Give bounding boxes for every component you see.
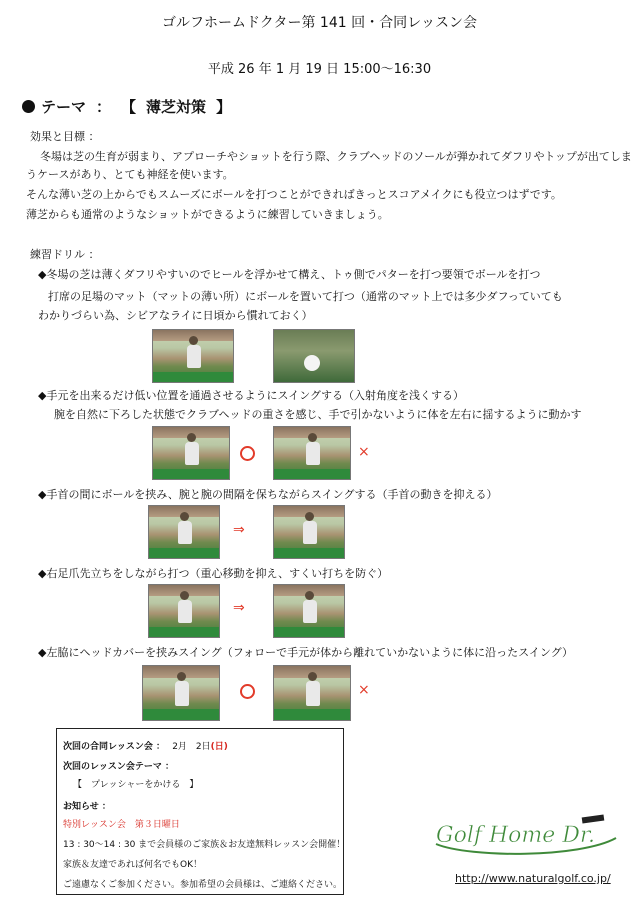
- drill-photo: [148, 505, 220, 559]
- drills-heading: 練習ドリル ：: [30, 248, 100, 261]
- drill-photo: [273, 584, 345, 638]
- special-lesson: 特別レッスン会 第３日曜日: [63, 820, 180, 830]
- website-link[interactable]: http://www.naturalgolf.co.jp/: [455, 872, 611, 885]
- drill-photo: [152, 329, 234, 383]
- correct-circle-icon: [240, 446, 255, 461]
- drill-photo: [152, 426, 230, 480]
- arrow-right-icon: ⇒: [233, 600, 245, 616]
- effects-heading: 効果と目標 ：: [30, 130, 100, 143]
- wrong-x-icon: ×: [358, 444, 370, 460]
- drill-photo: [142, 665, 220, 721]
- notice-line: 家族＆友達であれば何名でもOK！: [63, 860, 202, 870]
- drill-photo: [148, 584, 220, 638]
- theme-open-bracket: 【: [121, 98, 137, 116]
- theme-label: テーマ: [41, 98, 87, 116]
- effects-line: 薄芝からも通常のようなショットができるように練習していきましょう。: [26, 208, 389, 221]
- theme-close-bracket: 】: [216, 98, 232, 116]
- drill-description: わかりづらい為、シビアなライに日頃から慣れておく）: [38, 309, 313, 322]
- golf-home-logo: [430, 814, 620, 858]
- next-lesson-day: (日): [210, 742, 228, 752]
- next-lesson-row: [63, 739, 228, 752]
- effects-line: うケースがあり、とても神経を使います。: [26, 168, 234, 181]
- notice-box: [56, 728, 344, 895]
- drill-title: ◆手元を出来るだけ低い位置を通過させるようにスイングする（入射角度を浅くする）: [38, 389, 465, 402]
- drill-photo: [273, 329, 355, 383]
- logo-text: Golf Home Dr.: [436, 823, 596, 848]
- drill-title: ◆手首の間にボールを挟み、腕と腕の間隔を保ちながらスイングする（手首の動きを抑える）: [38, 488, 498, 501]
- effects-line: そんな薄い芝の上からでもスムーズにボールを打つことができればきっとスコアメイクにも役立つはずです。: [26, 188, 562, 201]
- drill-photo: [273, 505, 345, 559]
- notice-line: ご遠慮なくご参加ください。参加希望の会員様は、ご連絡ください。: [63, 880, 343, 890]
- drill-title: ◆右足爪先立ちをしながら打つ（重心移動を抑え、すくい打ちを防ぐ）: [38, 567, 389, 580]
- drill-title: ◆冬場の芝は薄くダフリやすいのでヒールを浮かせて構え、トゥ側でパターを打つ要領でボールを打つ: [38, 268, 541, 281]
- next-lesson-date: 2月 2日: [172, 742, 211, 752]
- theme-heading: [22, 96, 231, 117]
- arrow-right-icon: ⇒: [233, 522, 245, 538]
- bullet-icon: [22, 100, 35, 113]
- drill-photo: [273, 426, 351, 480]
- event-date: 平成 26 年 1 月 19 日 15:00～16:30: [207, 62, 432, 77]
- notice-line: 13 : 30～14 : 30 まで会員様のご家族＆お友達無料レッスン会開催！: [63, 840, 346, 850]
- effects-line: 冬場は芝の生育が弱まり、アプローチやショットを行う際、クラブヘッドのソールが弾かれてダフリやトップが出てしま: [40, 150, 632, 163]
- theme-colon: ：: [96, 98, 112, 116]
- drill-description: 腕を自然に下ろした状態でクラブヘッドの重さを感じ、手で引かないように体を左右に揺するように動かす: [54, 408, 582, 421]
- next-theme-label: 次回のレッスン会テーマ ：: [63, 762, 175, 772]
- drill-description: 打席の足場のマット（マットの薄い所）にボールを置いて打つ（通常のマット上では多少ダフっていても: [48, 290, 563, 303]
- theme-value: 薄芝対策: [146, 98, 207, 116]
- drill-title: ◆左脇にヘッドカバーを挟みスイング（フォローで手元が体から離れていかないように体に沿ったスイング）: [38, 646, 574, 659]
- next-lesson-label: 次回の合同レッスン会 ：: [63, 742, 166, 752]
- wrong-x-icon: ×: [358, 682, 370, 698]
- correct-circle-icon: [240, 684, 255, 699]
- page-title: ゴルフホームドクター第 141 回・合同レッスン会: [162, 15, 477, 31]
- drill-photo: [273, 665, 351, 721]
- info-label: お知らせ ：: [63, 802, 111, 812]
- next-theme-value: 【 プレッシャーをかける 】: [73, 780, 199, 790]
